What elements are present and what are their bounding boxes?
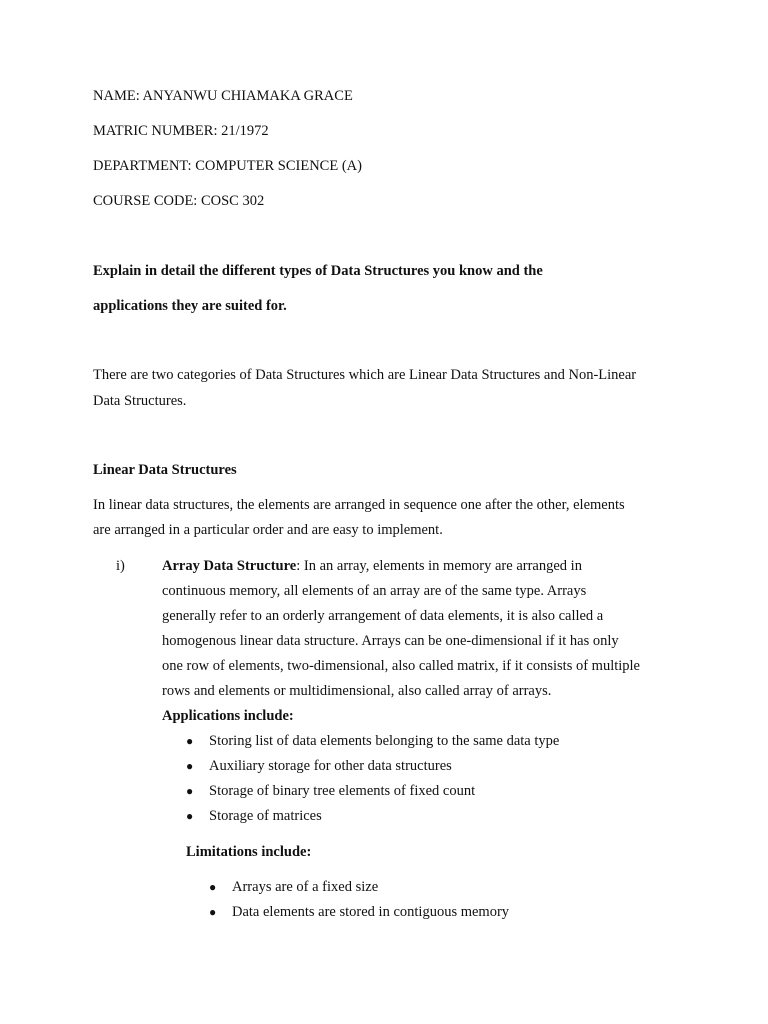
- bullet-icon: ●: [186, 809, 194, 823]
- array-item-line-3: generally refer to an orderly arrangement of data elements, it is also called a: [162, 608, 604, 624]
- array-item-line-5: one row of elements, two-dimensional, also called matrix, if it consists of multiple: [162, 658, 640, 674]
- application-item: Auxiliary storage for other data structures: [209, 758, 452, 774]
- intro-line-1: There are two categories of Data Structures which are Linear Data Structures and Non-Linear: [93, 367, 637, 383]
- application-item: Storage of matrices: [209, 808, 322, 824]
- limitation-item: Data elements are stored in contiguous memory: [232, 904, 510, 920]
- limitation-item: Arrays are of a fixed size: [232, 879, 379, 895]
- limitations-heading: Limitations include:: [186, 844, 312, 860]
- intro-line-2: Data Structures.: [93, 393, 187, 409]
- list-marker: i): [116, 558, 125, 574]
- bullet-icon: ●: [186, 784, 194, 798]
- student-name: NAME: ANYANWU CHIAMAKA GRACE: [93, 88, 353, 104]
- array-item-title: Array Data Structure: [162, 558, 297, 574]
- application-item: Storing list of data elements belonging to the same data type: [209, 733, 560, 749]
- array-item-line-6: rows and elements or multidimensional, also called array of arrays.: [162, 683, 552, 699]
- department: DEPARTMENT: COMPUTER SCIENCE (A): [93, 158, 362, 174]
- bullet-icon: ●: [209, 880, 217, 894]
- array-item-line-1-text: : In an array, elements in memory are arranged in: [296, 558, 582, 574]
- course-code: COURSE CODE: COSC 302: [93, 193, 265, 209]
- array-item-line-1: [162, 557, 582, 575]
- bullet-icon: ●: [186, 734, 194, 748]
- array-item-line-2: continuous memory, all elements of an array are of the same type. Arrays: [162, 583, 587, 599]
- linear-paragraph-line-2: are arranged in a particular order and are easy to implement.: [93, 522, 443, 538]
- bullet-icon: ●: [209, 905, 217, 919]
- question-line-1: Explain in detail the different types of Data Structures you know and the: [93, 263, 543, 279]
- array-item-line-4: homogenous linear data structure. Arrays can be one-dimensional if it has only: [162, 633, 619, 649]
- linear-paragraph-line-1: In linear data structures, the elements are arranged in sequence one after the other, elements: [93, 497, 625, 513]
- matric-number: MATRIC NUMBER: 21/1972: [93, 123, 269, 139]
- applications-heading: Applications include:: [162, 708, 294, 724]
- section-heading-linear: Linear Data Structures: [93, 462, 237, 478]
- question-line-2: applications they are suited for.: [93, 298, 287, 314]
- application-item: Storage of binary tree elements of fixed count: [209, 783, 476, 799]
- bullet-icon: ●: [186, 759, 194, 773]
